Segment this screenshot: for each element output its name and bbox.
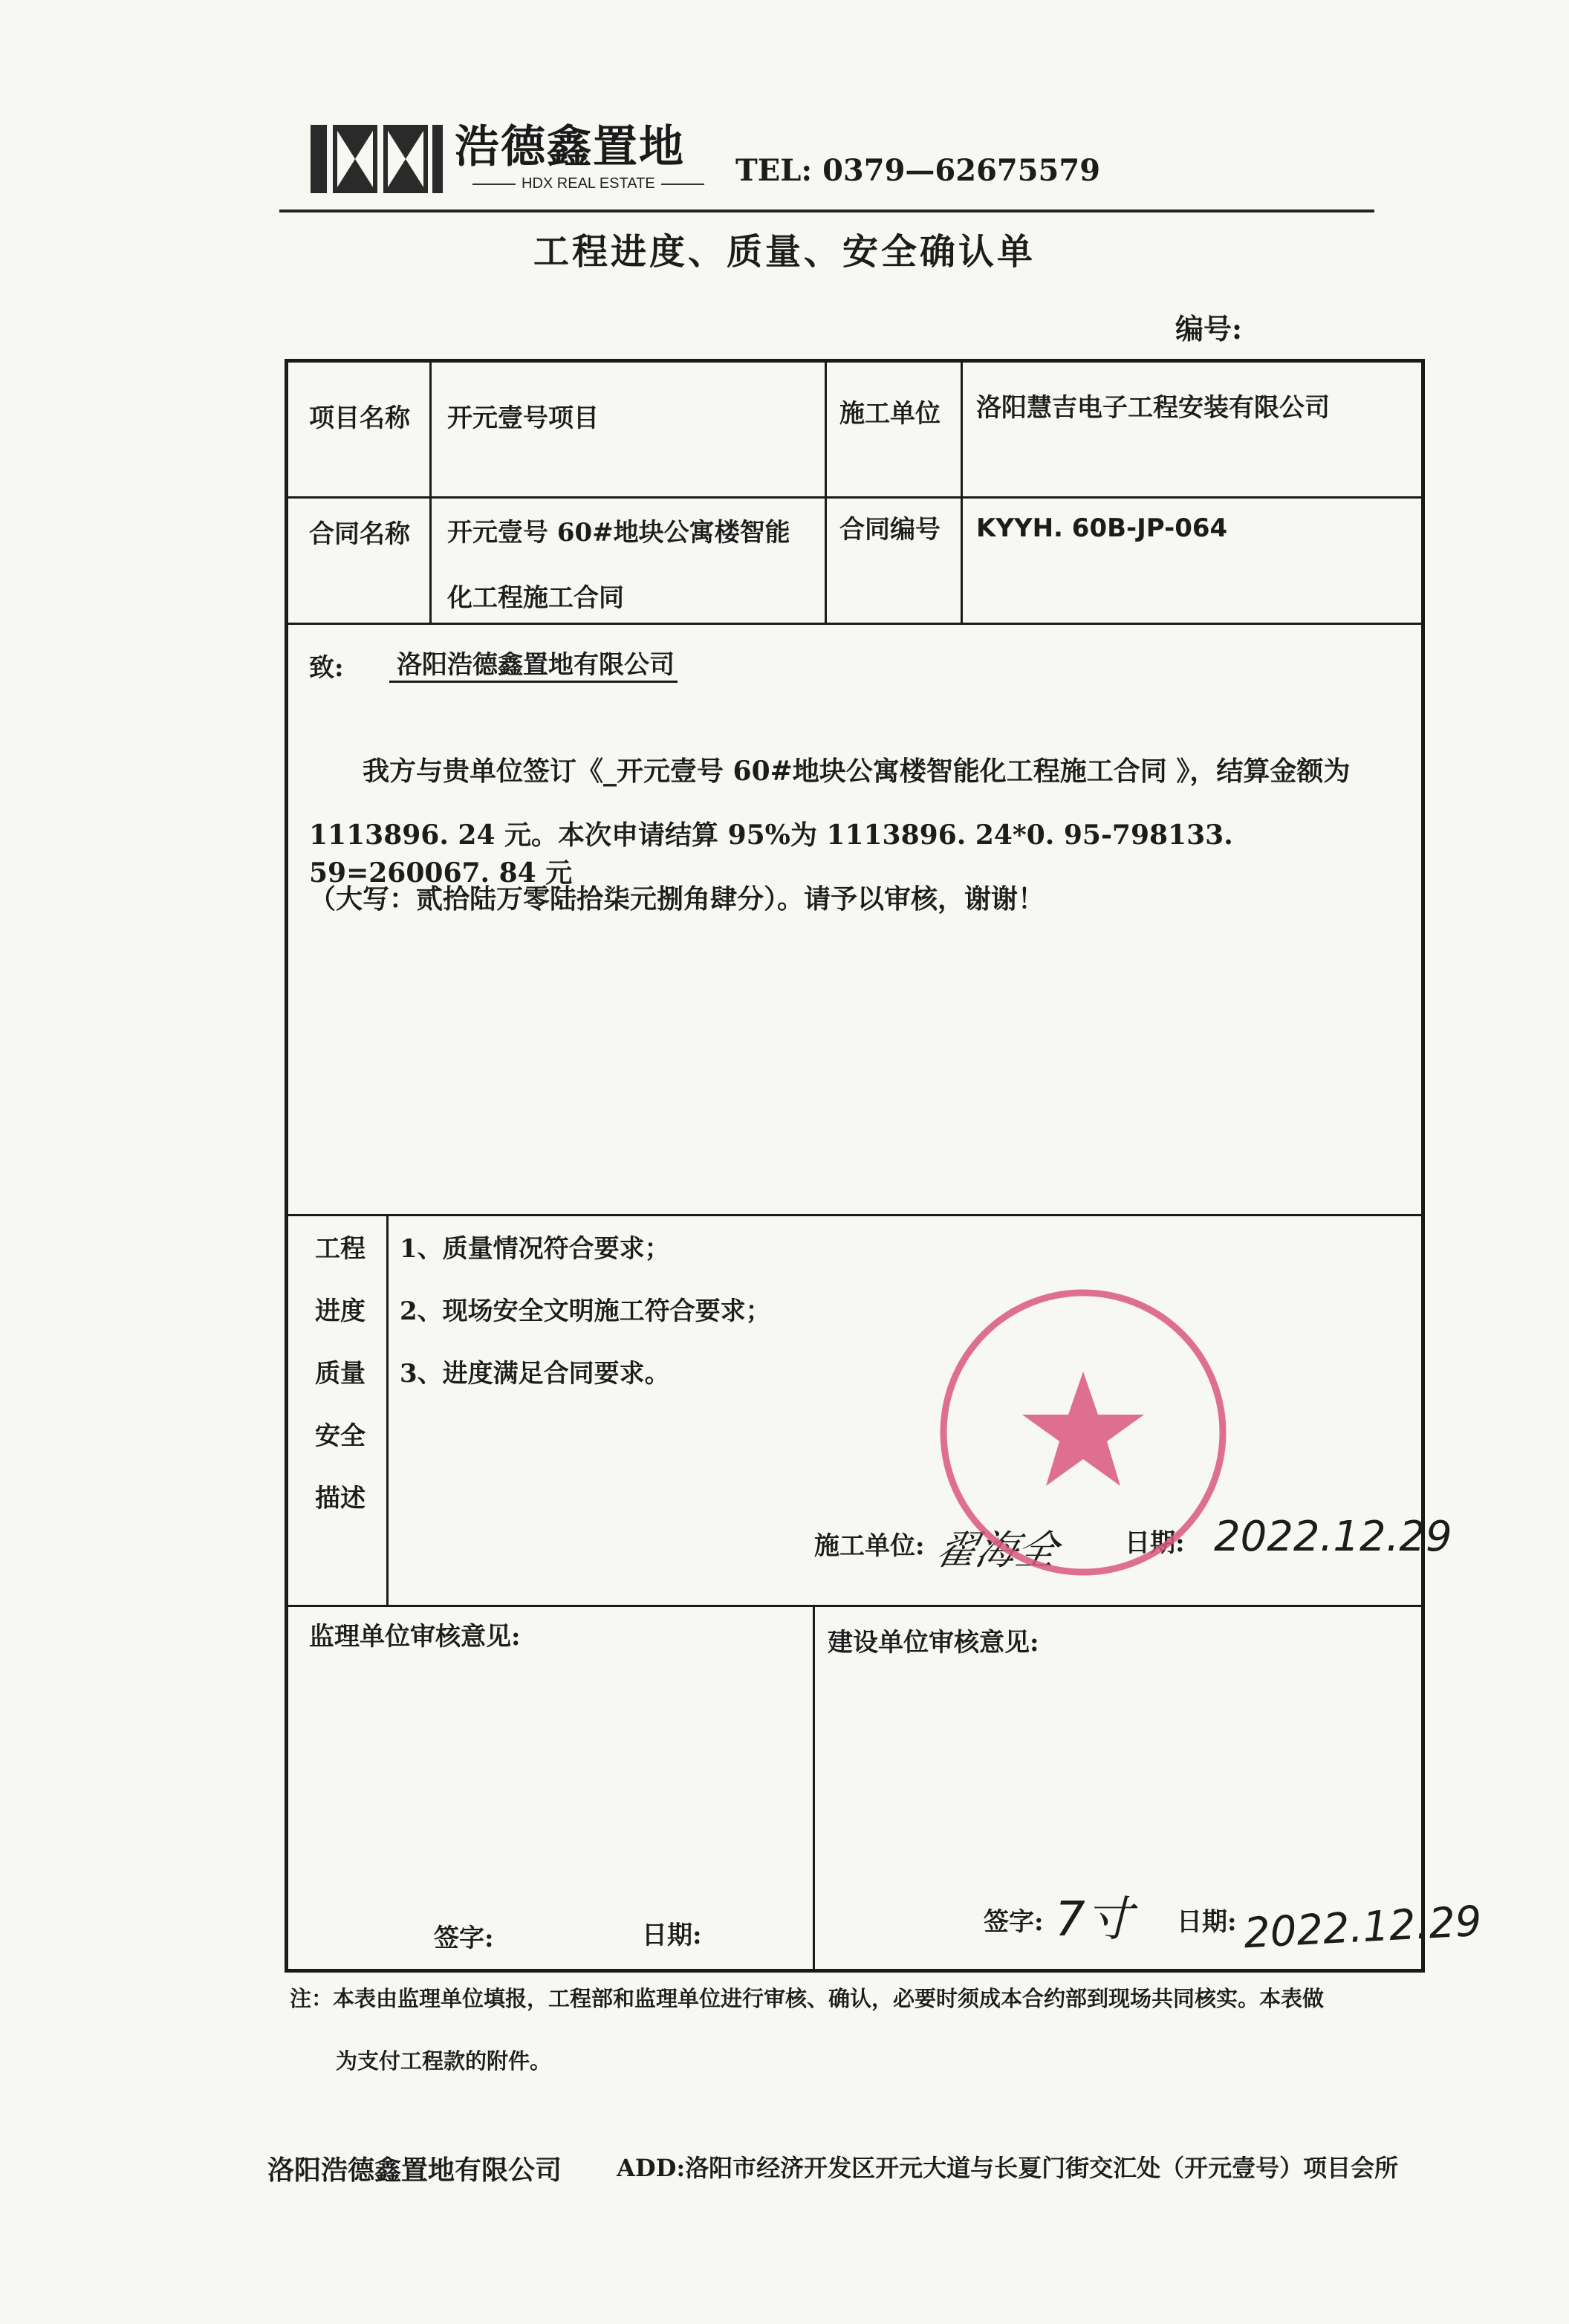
contract-no-label: 合同编号 [839,515,941,545]
body-line-2: 1113896. 24 元。本次申请结算 95%为 1113896. 24*0. 95-798133. 59=260067. 84 元 [309,819,1233,889]
footer-company: 洛阳浩德鑫置地有限公司 [267,2155,562,2186]
logo-name: 浩德鑫置地 [455,121,685,173]
supervisor-date-label: 日期: [642,1921,702,1950]
to-value: 洛阳浩德鑫置地有限公司 [389,652,678,683]
telephone: TEL: 0379—62675579 [735,153,1101,188]
desc-item-2: 2、现场安全文明施工符合要求； [400,1296,771,1326]
document-number-label: 编号: [1175,312,1243,345]
desc-label-5: 描述 [315,1484,366,1513]
to-label: 致: [309,653,344,683]
row-divider [288,1214,1421,1216]
desc-label-3: 质量 [315,1359,366,1389]
desc-label-1: 工程 [315,1234,366,1264]
row-divider [288,623,1421,625]
logo-english: HDX REAL ESTATE [467,175,710,192]
contractor-sign-label: 施工单位: [814,1531,925,1561]
contract-name-line1: 开元壹号 60#地块公寓楼智能 [447,518,790,548]
contractor-date-label: 日期: [1125,1528,1185,1558]
contract-name-label: 合同名称 [309,519,410,549]
desc-item-3: 3、进度满足合同要求。 [400,1359,670,1389]
col-divider [429,363,432,623]
desc-label-2: 进度 [315,1296,366,1326]
contractor-date: 2022.12.29 [1214,1513,1452,1561]
company-seal-icon [935,1284,1232,1581]
col-divider [813,1605,815,1969]
page-title: 工程进度、质量、安全确认单 [533,231,1036,273]
builder-signature: 7寸 [1055,1892,1133,1947]
confirmation-form [285,359,1484,1973]
contractor-label: 施工单位 [839,399,941,429]
col-divider [961,363,963,623]
row-divider [288,496,1421,499]
builder-date: 2022.12.29 [1242,1897,1484,1958]
project-name-label: 项目名称 [309,403,410,433]
row-divider [288,1605,1421,1607]
builder-date-label: 日期: [1177,1907,1237,1937]
supervisor-sign-label: 签字: [434,1924,494,1953]
company-logo-icon [311,120,443,196]
footer-note-line1: 注：本表由监理单位填报，工程部和监理单位进行审核、确认，必要时须成本合约部到现场共同核实。本表做 [290,1986,1325,2011]
project-name-value: 开元壹号项目 [447,403,599,433]
builder-sign-label: 签字: [984,1907,1044,1937]
col-divider [386,1214,389,1605]
footer-note-line2: 为支付工程款的附件。 [336,2048,552,2074]
contractor-value: 洛阳慧吉电子工程安装有限公司 [976,393,1330,423]
body-line-3: （大写：贰拾陆万零陆拾柒元捌角肆分）。请予以审核，谢谢！ [309,883,1045,915]
builder-opinion-label: 建设单位审核意见: [828,1628,1039,1658]
desc-item-1: 1、质量情况符合要求； [400,1234,670,1264]
col-divider [825,363,827,623]
contract-name-line2: 化工程施工合同 [447,583,624,613]
contract-no-value: KYYH. 60B-JP-064 [976,513,1228,543]
desc-label-4: 安全 [315,1421,366,1451]
footer-address: ADD:洛阳市经济开发区开元大道与长夏门街交汇处（开元壹号）项目会所 [617,2154,1399,2182]
contractor-signature: 翟海全 [931,1527,1063,1574]
body-line-1: 我方与贵单位签订《_开元壹号 60#地块公寓楼智能化工程施工合同 》，结算金额为 [363,756,1351,787]
supervisor-opinion-label: 监理单位审核意见: [309,1622,521,1652]
header-rule [279,210,1374,212]
